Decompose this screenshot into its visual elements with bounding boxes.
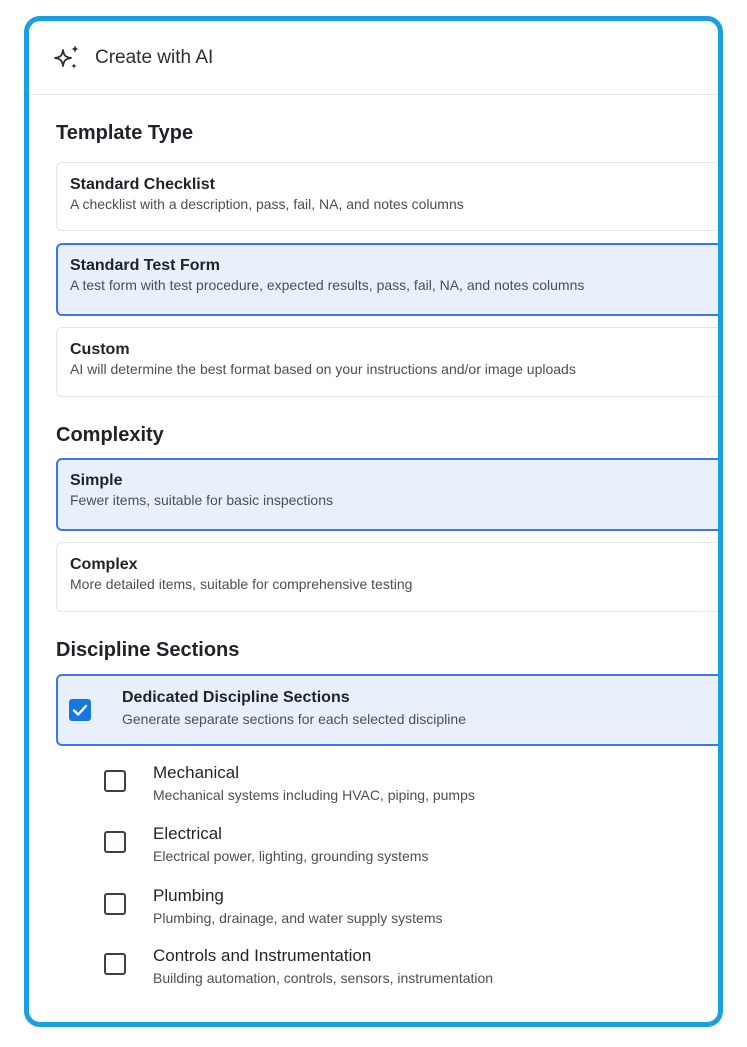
controls-instrumentation-label: Controls and Instrumentation <box>153 946 372 965</box>
option-complex[interactable] <box>56 542 723 612</box>
electrical-label: Electrical <box>153 824 222 843</box>
controls-instrumentation-checkbox[interactable] <box>104 953 126 975</box>
discipline-sections-heading: Discipline Sections <box>56 639 240 661</box>
create-with-ai-panel <box>24 16 723 1027</box>
plumbing-description: Plumbing, drainage, and water supply systems <box>153 910 443 926</box>
template-type-heading: Template Type <box>56 122 194 144</box>
dedicated-discipline-name: Dedicated Discipline Sections <box>122 689 350 706</box>
option-description: AI will determine the best format based on your instructions and/or image uploads <box>70 361 576 377</box>
checkmark-icon <box>69 699 91 721</box>
option-custom[interactable] <box>56 327 723 397</box>
option-name: Complex <box>70 556 138 573</box>
option-name: Custom <box>70 341 130 358</box>
mechanical-label: Mechanical <box>153 763 239 782</box>
panel-header <box>29 21 718 95</box>
mechanical-description: Mechanical systems including HVAC, piping, pumps <box>153 787 475 803</box>
sparkle-icon <box>53 43 85 73</box>
option-name: Standard Test Form <box>70 257 220 274</box>
complexity-heading: Complexity <box>56 424 164 446</box>
dedicated-discipline-checkbox[interactable] <box>69 699 91 721</box>
electrical-description: Electrical power, lighting, grounding systems <box>153 848 429 864</box>
option-standard-test-form[interactable] <box>56 243 723 316</box>
plumbing-checkbox[interactable] <box>104 893 126 915</box>
panel-title: Create with AI <box>95 46 214 68</box>
option-simple[interactable] <box>56 458 723 531</box>
option-description: More detailed items, suitable for comprehensive testing <box>70 576 413 592</box>
option-description: Fewer items, suitable for basic inspections <box>70 492 333 508</box>
controls-instrumentation-description: Building automation, controls, sensors, instrumentation <box>153 970 494 986</box>
option-standard-checklist[interactable] <box>56 162 723 231</box>
dedicated-discipline-description: Generate separate sections for each selected discipline <box>122 711 466 727</box>
mechanical-checkbox[interactable] <box>104 770 126 792</box>
option-name: Standard Checklist <box>70 176 215 193</box>
dedicated-discipline-sections-option[interactable] <box>56 674 723 746</box>
electrical-checkbox[interactable] <box>104 831 126 853</box>
plumbing-label: Plumbing <box>153 886 224 905</box>
option-name: Simple <box>70 472 123 489</box>
option-description: A checklist with a description, pass, fail, NA, and notes columns <box>70 196 464 212</box>
option-description: A test form with test procedure, expected results, pass, fail, NA, and notes columns <box>70 277 585 293</box>
